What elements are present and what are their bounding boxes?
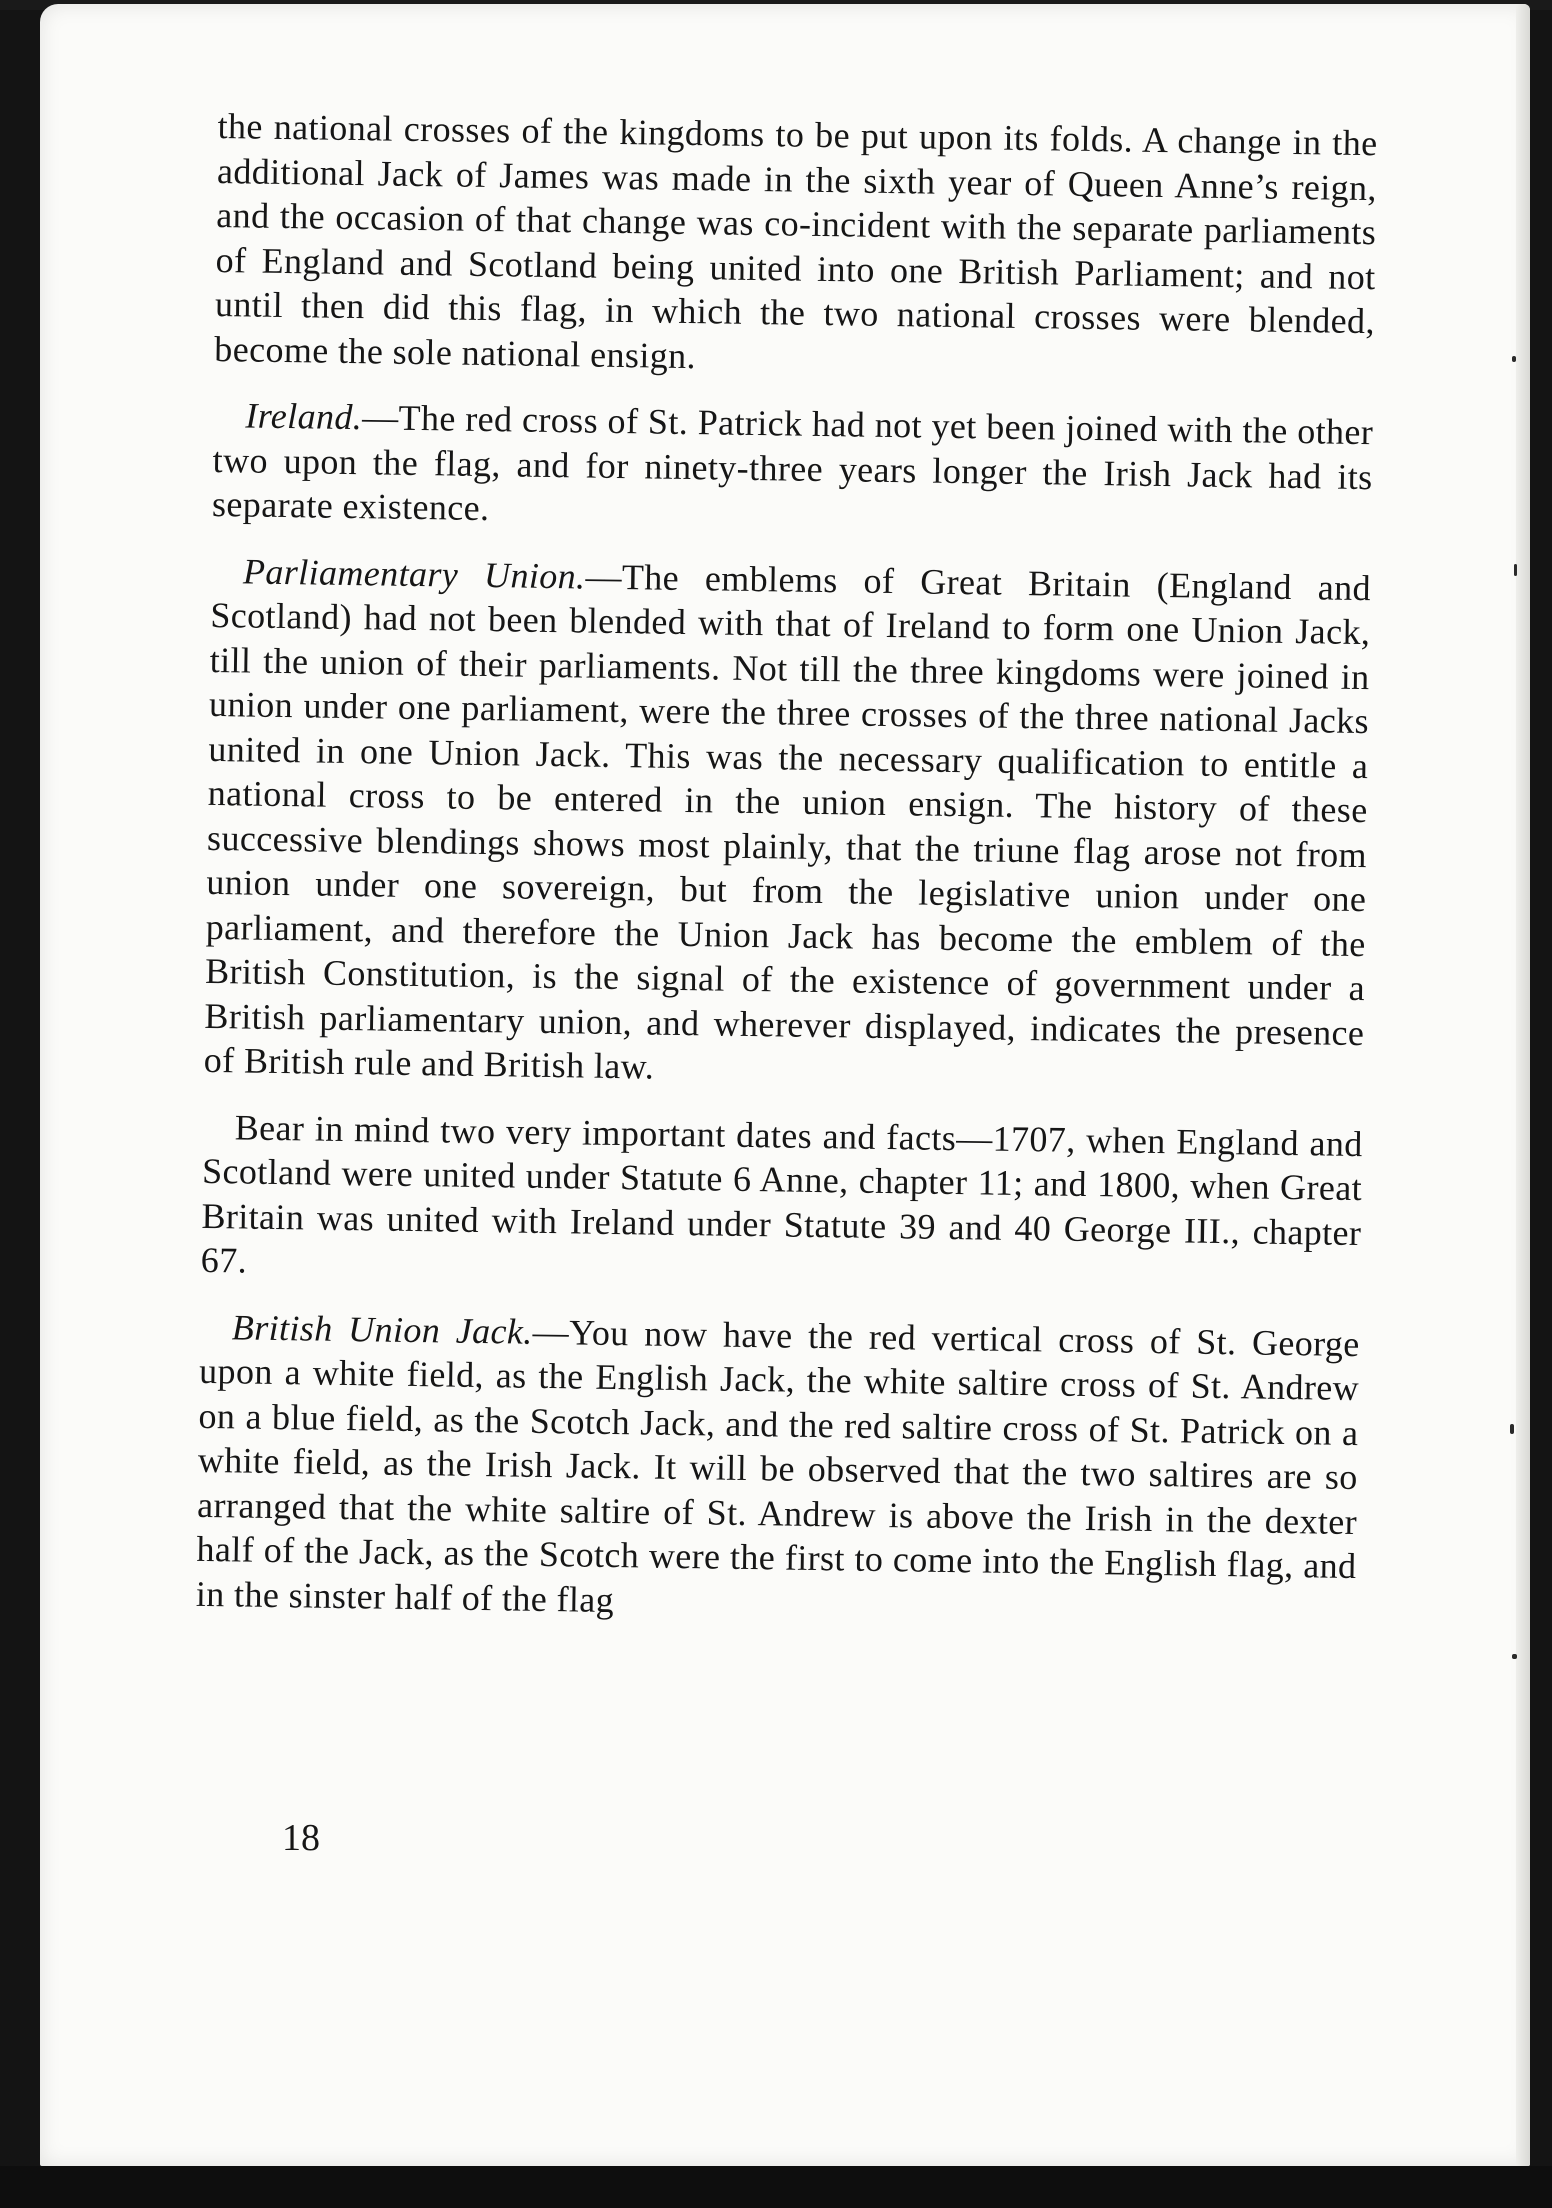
- scan-speck: [1514, 564, 1517, 576]
- paragraph-british-union-jack: [196, 1304, 1360, 1633]
- paragraph-text: —You now have the red vertical cross of St. George upon a white field, as the English Jack, the white saltire cross of St. Andrew on a blue field, as the Scotch Jack, and the red saltire cross of St. Patrick on a white field, as the Irish Jack. It will be observed that the two saltires are so arranged that the white saltire of St. Andrew is above the Irish in the dexter half of the Jack, as the Scotch were the first to come into the English flag, and in the sinster half of the flag: [195, 1311, 1361, 1620]
- book-page: [40, 4, 1530, 2166]
- scan-speck: [1512, 356, 1516, 362]
- scan-speck: [1510, 1424, 1514, 1434]
- scan-speck: [1512, 1654, 1517, 1659]
- paragraph-text: —The red cross of St. Patrick had not yet been joined with the other two upon the flag, and for ninety-three years longer the Irish Jack had its separate existence.: [211, 397, 1374, 529]
- paragraph-text: the national crosses of the kingdoms to be put upon its folds. A change in the additional Jack of James was made in the sixth year of Queen Anne’s reign, and the occasion of that change was co-incident with the separate parliaments of England and Scotland being united into one British Parliament; and not until then did this flag, in which the two national crosses were blended, become the sole national ensign.: [214, 105, 1378, 376]
- paragraph-lead: British Union Jack.: [231, 1306, 534, 1352]
- paragraph-lead: Ireland.: [245, 395, 363, 438]
- paragraph-dates: [201, 1104, 1364, 1299]
- paragraph-text: —The emblems of Great Britain (England and Scotland) had not been blended with that of Ireland to form one Union Jack, till the union of their parliaments. Not till the three kingdoms were joined in union under one parliament, were the three crosses of the three national Jacks united in one Union Jack. This was the necessary qualification to entitle a national cross to be entered in the union ensign. The history of these successive blendings shows most plainly, that the triune flag arose not from union under one sovereign, but from the legislative union under one parliament, and therefore the Union Jack has become the emblem of the British Constitution, is the signal of the existence of government under a British parliamentary union, and wherever displayed, indicates the presence of British rule and British law.: [203, 556, 1372, 1087]
- page-fold-shadow: [1516, 4, 1530, 2166]
- paragraph-parliamentary-union: [203, 548, 1371, 1099]
- paragraph-continuation: [214, 104, 1378, 388]
- paragraph-lead: Parliamentary Union.: [242, 550, 586, 597]
- paragraph-text: Bear in mind two very important dates and facts—1707, when England and Scotland were united under Statute 6 Anne, chapter 11; and 1800, when Great Britain was united with Ireland under Statute 39 and 40 George III., chapter 67.: [200, 1106, 1364, 1281]
- body-text: [195, 104, 1378, 1655]
- paragraph-ireland: [212, 393, 1374, 544]
- scan-border-bottom: [0, 2166, 1552, 2208]
- page-number: 18: [282, 1817, 320, 1859]
